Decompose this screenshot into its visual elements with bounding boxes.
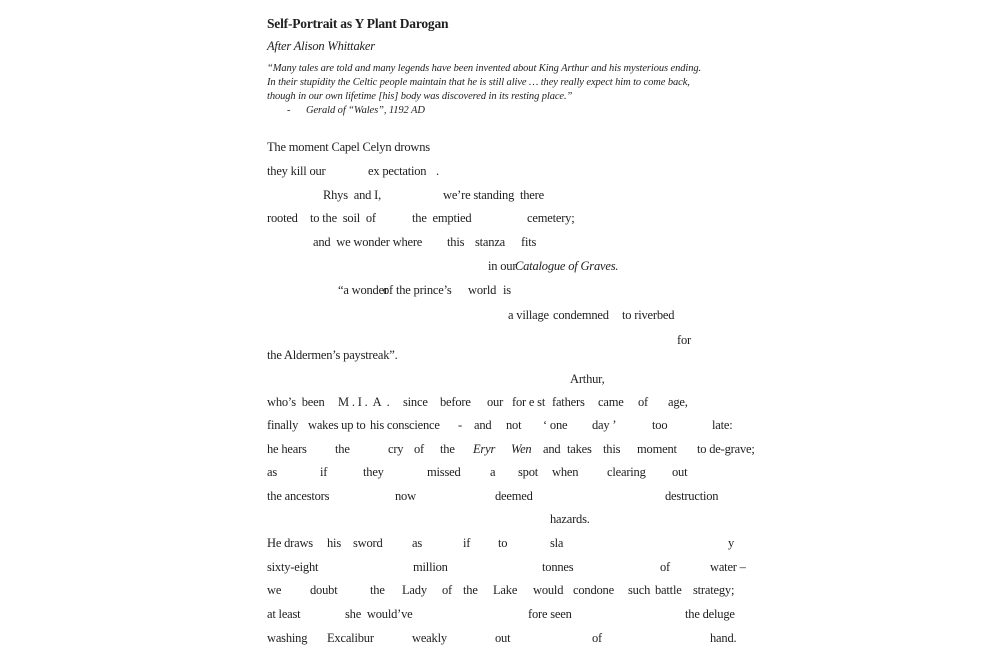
poem-line-15-segment: clearing: [607, 465, 646, 479]
poem-line-15-segment: out: [672, 465, 688, 479]
poem-line-9-segment: for: [677, 333, 691, 347]
poem-line-12-segment: who’s been: [267, 395, 325, 409]
poem-line-14-segment: the: [440, 442, 455, 456]
poem-line-22-segment: weakly: [412, 631, 447, 645]
poem-line-8-segment: a village: [508, 308, 549, 322]
poem-line-12-segment: since: [403, 395, 428, 409]
poem-line-18-segment: if: [463, 536, 471, 550]
poem-line-16-segment: deemed: [495, 489, 533, 503]
poem-line-21-segment: fore seen: [528, 607, 572, 621]
poem-line-19-segment: of: [660, 560, 671, 574]
poem-line-13-segment: not: [506, 418, 522, 432]
poem-line-7-segment: is: [503, 283, 511, 297]
poem-line-18-segment: as: [412, 536, 423, 550]
poem-line-15-segment: when: [552, 465, 579, 479]
poem-line-15-segment: a: [490, 465, 496, 479]
poem-line-4-segment: the emptied: [412, 211, 472, 225]
poem-line-6-segment: in our: [488, 259, 517, 273]
poem-line-4-segment: rooted: [267, 211, 298, 225]
epigraph-line: though in our own lifetime [his] body was discovered in its resting place.”: [267, 91, 573, 102]
poem-line-14-segment: this: [603, 442, 621, 456]
poem-line-13-segment: his conscience: [370, 418, 440, 432]
poem-line-13-segment: too: [652, 418, 668, 432]
poem-line-18-segment: his: [327, 536, 341, 550]
poem-line-18-segment: He draws: [267, 536, 313, 550]
poem-line-21-segment: she would’ve: [345, 607, 413, 621]
poem-line-8-segment: to riverbed: [622, 308, 675, 322]
poem-line-18-segment: to: [498, 536, 508, 550]
poem-line-14-segment: of: [414, 442, 425, 456]
poem-line-20-segment: strategy;: [693, 583, 735, 597]
epigraph-line: “Many tales are told and many legends have been invented about King Arthur and his mysterious ending.: [267, 63, 702, 74]
poem-line-20-segment: Lake: [493, 583, 518, 597]
poem-line-20-segment: the: [370, 583, 385, 597]
poem-line-18-segment: y: [728, 536, 735, 550]
poem-line-2-segment: .: [436, 164, 439, 178]
epigraph-citation-dash: -: [287, 105, 291, 116]
poem-line-22-segment: of: [592, 631, 603, 645]
poem-line-22-segment: washing: [267, 631, 308, 645]
poem-line-12-segment: came: [598, 395, 624, 409]
poem-line-20-segment: the: [463, 583, 478, 597]
poem-line-5-segment: and we wonder where: [313, 235, 423, 249]
poem-line-13-segment: wakes up to: [308, 418, 366, 432]
poem-line-14-segment: to de-grave;: [697, 442, 755, 456]
poem-line-3-segment: we’re standing there: [443, 188, 544, 202]
poem-line-15-segment: spot: [518, 465, 539, 479]
poem-line-3-segment: Rhys and I,: [323, 188, 382, 202]
poem-attribution: After Alison Whittaker: [267, 39, 375, 53]
poem-line-20-segment: we: [267, 583, 282, 597]
poem-line-20-segment: battle: [655, 583, 682, 597]
poem-line-10-segment: the Aldermen’s paystreak”.: [267, 348, 398, 362]
poem-line-7-segment: world: [468, 283, 497, 297]
poem-line-11-segment: Arthur,: [570, 372, 605, 386]
poem-line-14-segment: takes: [567, 442, 592, 456]
poem-line-12-segment: for e st: [512, 395, 546, 409]
poem-line-15-segment: missed: [427, 465, 461, 479]
poem-line-6-segment: Catalogue of Graves.: [515, 259, 619, 273]
poem-line-13-segment: and: [474, 418, 492, 432]
poem-line-16-segment: now: [395, 489, 416, 503]
poem-line-18-segment: sword: [353, 536, 383, 550]
poem-line-5-segment: fits: [521, 235, 537, 249]
poem-line-13-segment: day ’: [592, 418, 617, 432]
poem-line-12-segment: before: [440, 395, 471, 409]
poem-line-15-segment: if: [320, 465, 328, 479]
poem-line-12-segment: fathers: [552, 395, 585, 409]
poem-line-22-segment: hand.: [710, 631, 737, 645]
poem-line-13-segment: finally: [267, 418, 299, 432]
poem-line-2-segment: ex pectation: [368, 164, 427, 178]
poem-line-15-segment: as: [267, 465, 278, 479]
epigraph-citation: Gerald of “Wales”, 1192 AD: [306, 105, 425, 116]
epigraph-line: In their stupidity the Celtic people maintain that he is still alive … they really expect him to come back,: [267, 77, 690, 88]
poem-line-7-segment: of the prince’s: [383, 283, 452, 297]
poem-line-16-segment: the ancestors: [267, 489, 330, 503]
poem-line-1-segment: The moment Capel Celyn drowns: [267, 140, 430, 154]
poem-line-14-segment: Wen: [511, 442, 532, 456]
poem-line-14-segment: he hears: [267, 442, 307, 456]
poem-line-20-segment: would: [533, 583, 564, 597]
poem-line-20-segment: Lady: [402, 583, 427, 597]
poem-line-20-segment: such: [628, 583, 651, 597]
poem-line-12-segment: our: [487, 395, 504, 409]
poem-line-12-segment: of: [638, 395, 649, 409]
poem-line-14-segment: Eryr: [473, 442, 496, 456]
poem-line-14-segment: and: [543, 442, 561, 456]
poem-line-5-segment: this: [447, 235, 465, 249]
poem-line-7-segment: “a wonder: [338, 283, 388, 297]
poem-line-22-segment: Excalibur: [327, 631, 374, 645]
poem-line-16-segment: destruction: [665, 489, 719, 503]
poem-line-18-segment: sla: [550, 536, 564, 550]
poem-line-20-segment: of: [442, 583, 453, 597]
poem-line-20-segment: condone: [573, 583, 614, 597]
poem-line-22-segment: out: [495, 631, 511, 645]
poem-line-12-segment: M . I . A .: [338, 395, 390, 409]
poem-line-4-segment: cemetery;: [527, 211, 575, 225]
poem-line-14-segment: the: [335, 442, 350, 456]
poem-line-13-segment: late:: [712, 418, 733, 432]
poem-line-19-segment: million: [413, 560, 448, 574]
poem-line-12-segment: age,: [668, 395, 688, 409]
poem-line-21-segment: at least: [267, 607, 301, 621]
poem-title: Self-Portrait as Y Plant Darogan: [267, 16, 449, 31]
poem-line-19-segment: water –: [710, 560, 746, 574]
poem-line-14-segment: cry: [388, 442, 404, 456]
poem-line-17-segment: hazards.: [550, 512, 590, 526]
poem-line-13-segment: ‘ one: [543, 418, 568, 432]
poem-line-14-segment: moment: [637, 442, 677, 456]
poem-line-19-segment: sixty-eight: [267, 560, 319, 574]
poem-line-4-segment: to the soil of: [310, 211, 376, 225]
poem-line-8-segment: condemned: [553, 308, 609, 322]
poem-line-15-segment: they: [363, 465, 384, 479]
poem-line-13-segment: -: [458, 418, 462, 432]
poem-line-2-segment: they kill our: [267, 164, 326, 178]
poem-line-20-segment: doubt: [310, 583, 338, 597]
poem-line-5-segment: stanza: [475, 235, 506, 249]
poem-line-21-segment: the deluge: [685, 607, 735, 621]
poem-line-19-segment: tonnes: [542, 560, 574, 574]
